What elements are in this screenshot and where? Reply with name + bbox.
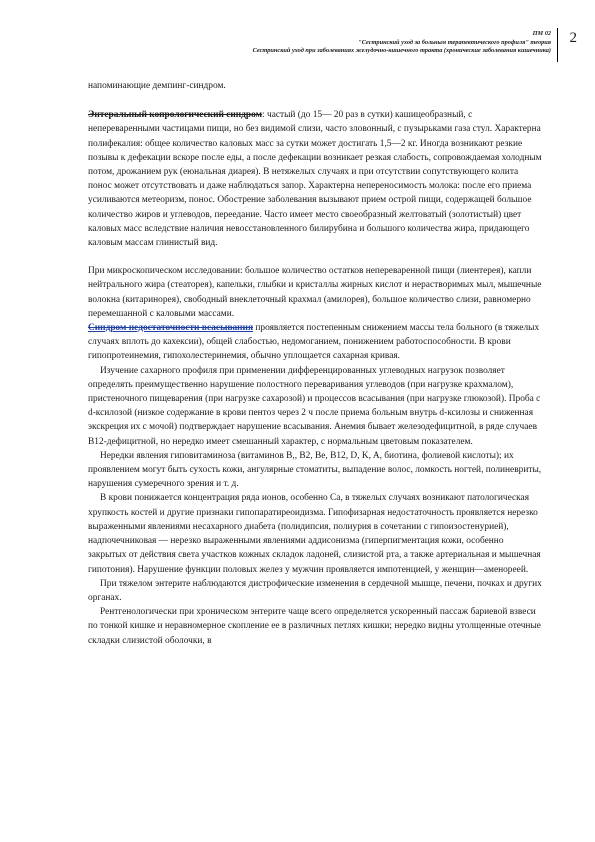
paragraph-hypovitaminosis: Нередки явления гиповитаминоза (витаминов B,, B2, Be, B12, D, K, A, биотина, фолиевой кислоты); их проявлением могут быть сухость кожи, ангулярные стоматиты, выпадение волос, ломкость ногтей, полиневриты, нарушения сумеречного зрения и т. д. [88, 450, 542, 490]
paragraph-malabsorption: Синдром недостаточности всасывания проявляется постепенным снижением массы тела больного (в тяжелых случаях вплоть до кахексии), общей слабостью, недомоганием, понижением работоспособности. В крови гипопротеинемия, гипохолестеринемия, обычно уплощается сахарная кривая. [88, 323, 540, 362]
paragraph-enteral-syndrome: Энтеральный копрологический синдром: частый (до 15— 20 раз в сутки) кашицеобразный, с непереваренными частицами пищи, но без видимой слизи, часто зловонный, с пузырьками газа стул. Характерна полифекалия: общее количество каловых масс за сутки может достигать 1,5—2 кг. Иногда возникают резкие позывы к дефекации вскоре после еды, а после дефекации возникает резкая слабость, сопровождаемая холодным потом, дрожанием рук (еюнальная диарея). В нетяжелых случаях и при отсутствии сопутствующего колита понос может отсутствовать и даже наблюдаться запор. Характерна непереносимость молока: после его приема усиливаются метеоризм, понос. Обострение заболевания вызывают прием острой пищи, содержащей большое количество жиров и углеводов, переедание. Часто имеет место своеобразный желтоватый (золотистый) цвет каловых масс вследствие наличия невосстановленного билирубина и большого количества жира, придающего каловым массам глинистый вид. [88, 110, 542, 249]
page-header [25, 24, 585, 64]
malabsorption-heading-link[interactable]: Синдром недостаточности всасывания [88, 323, 254, 334]
header-divider [557, 28, 558, 62]
paragraph-dystrophy: При тяжелом энтерите наблюдаются дистрофические изменения в сердечной мышце, печени, почках и других органах. [88, 578, 542, 603]
paragraph-radiology: Рентгенологически при хроническом энтерите чаще всего определяется ускоренный пассаж бариевой взвеси по тонкой кишке и неравномерное скопление ее в различных петлях кишки; нередко видны утолщенные отечные складки слизистой оболочки, в [88, 607, 541, 646]
header-course: "Сестринский уход за больным терапевтического профиля" теория [358, 38, 551, 46]
header-text [51, 30, 551, 56]
paragraph-microscopy: При микроскопическом исследовании: большое количество остатков непереваренной пищи (лиентерея), капли нейтрального жира (стеаторея), капельки, глыбки и кристаллы жирных кислот и нерастворимых мыл, мышечные волокна (китаринорея), свободный внеклеточный крахмал (амилорея), большое количество слизи, равномерно перемешанной с каловыми массами. [88, 266, 542, 319]
paragraph-sugar-profile: Изучение сахарного профиля при применении дифференцированных углеводных нагрузок позволяет определять преимущественно нарушение полостного переваривания углеводов (при нагрузке крахмалом), пристеночного пищеварения (при нагрузке сахарозой) и процессов всасывания (при нагрузке глюкозой). Проба с d-ксилозой (низкое содержание в крови пентоз через 2 ч после приема больным внутрь d-ксилозы и сниженная экскреция их с мочой) подтверждает нарушение всасывания. Анемия бывает железодефицитной, в ряде случаев B12-дефицитной, но нередко имеет смешанный характер, с нормальным цветовым показателем. [88, 365, 541, 447]
enteral-syndrome-heading: Энтеральный копрологический синдром [88, 110, 263, 121]
header-module: ПМ 02 [532, 30, 551, 37]
header-topic: Сестринский уход при заболеваниях желудочно-кишечного тракта (хронические заболевания кишечника) [252, 47, 551, 55]
document-body [88, 79, 544, 648]
paragraph-dumping: напоминающие демпинг-синдром. [88, 81, 226, 91]
paragraph-ions: В крови понижается концентрация ряда ионов, особенно Са, в тяжелых случаях возникают патологическая хрупкость костей и другие признаки гипопаратиреоидизма. Гипофизарная недостаточность проявляется нерезко выраженными явлениями несахарного диабета (полидипсия, полиурия в сочетании с гипоизостенурией), надпочечниковая — нерезко выраженными явлениями аддисонизма (гиперпигментация кожи, особенно закрытых от действия света участков кожных складок ладоней, слизистой рта, а также артериальная и мышечная гипотония). Нарушение функции половых желез у мужчин проявляется импотенцией, у женщин—аменореей. [88, 493, 541, 575]
page-number: 2 [569, 30, 577, 46]
